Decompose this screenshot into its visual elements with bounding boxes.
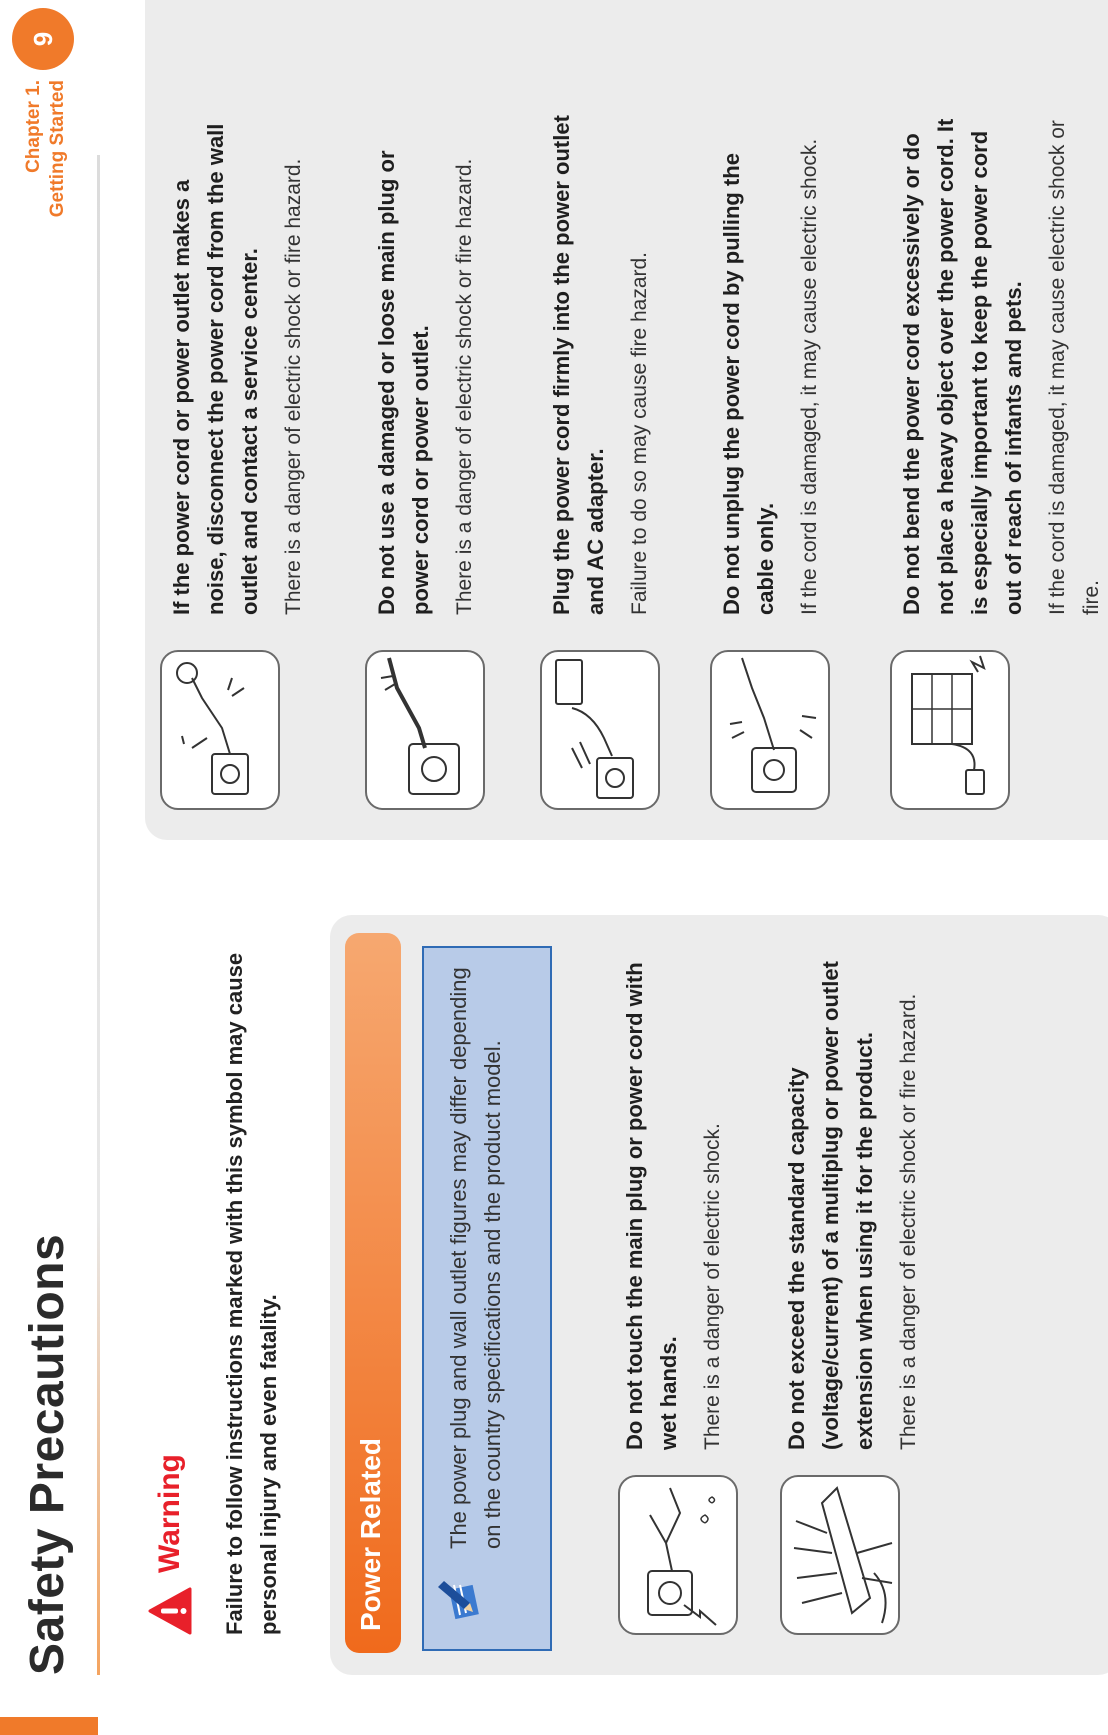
illustration-heavy-object-cord	[890, 650, 1010, 810]
illustration-multiplug	[780, 1475, 900, 1635]
illustration-plug-firmly	[540, 650, 660, 810]
left-accent-bar	[0, 1717, 98, 1735]
item-noisy-outlet	[165, 115, 311, 615]
header-divider	[97, 155, 100, 1675]
item-multiplug-capacity	[780, 930, 926, 1450]
warning-heading	[148, 1454, 192, 1635]
item-description: There is a danger of electric shock or fire hazard.	[282, 158, 305, 615]
chapter-number: Chapter 1.	[23, 80, 44, 173]
item-plug-firmly	[545, 115, 657, 615]
chapter-title: Getting Started	[47, 80, 68, 218]
item-description: If the cord is damaged, it may cause electric shock or fire.	[1046, 120, 1103, 615]
item-unplug-pulling	[715, 115, 827, 615]
page-title: Safety Precautions	[21, 1233, 74, 1675]
chapter-label	[22, 80, 70, 217]
item-title: If the power cord or power outlet makes a noise, disconnect the power cord from the wall outlet and contact a service center.	[169, 123, 262, 615]
note-box	[422, 946, 552, 1651]
item-title: Do not unplug the power cord by pulling the cable only.	[719, 153, 778, 615]
note-pencil-icon	[434, 1577, 480, 1623]
item-description: There is a danger of electric shock.	[701, 1123, 724, 1450]
item-bend-cord	[895, 115, 1108, 615]
item-description: There is a danger of electric shock or fire hazard.	[453, 158, 476, 615]
item-wet-hands	[618, 930, 730, 1450]
note-text: The power plug and wall outlet figures may differ depending on the country specifications and the product model.	[446, 967, 505, 1549]
item-title: Do not touch the main plug or power cord with wet hands.	[622, 962, 681, 1450]
item-title: Do not exceed the standard capacity (voltage/current) of a multiplug or power outlet extension when using it for the product.	[784, 961, 877, 1450]
item-title: Do not use a damaged or loose main plug or power cord or power outlet.	[374, 150, 433, 615]
section-title: Power Related	[355, 1438, 386, 1631]
illustration-unplug-pulling	[710, 650, 830, 810]
warning-description: Failure to follow instructions marked with this symbol may cause personal injury and even fatality.	[222, 952, 281, 1635]
illustration-damaged-plug	[365, 650, 485, 810]
section-header	[345, 933, 401, 1653]
item-title: Plug the power cord firmly into the power outlet and AC adapter.	[549, 115, 608, 615]
illustration-wet-hands	[618, 1475, 738, 1635]
item-description: Failure to do so may cause fire hazard.	[628, 251, 651, 615]
item-damaged-plug	[370, 115, 482, 615]
warning-triangle-icon	[148, 1587, 192, 1635]
page-number-badge: 9	[12, 8, 74, 70]
item-description: If the cord is damaged, it may cause electric shock.	[798, 138, 821, 615]
illustration-noisy-outlet	[160, 650, 280, 810]
item-description: There is a danger of electric shock or fire hazard.	[897, 993, 920, 1450]
warning-label: Warning	[153, 1454, 186, 1573]
item-title: Do not bend the power cord excessively or do not place a heavy object over the power cord. It is especially important to keep the power cord out of reach of infants and pets.	[899, 118, 1026, 615]
